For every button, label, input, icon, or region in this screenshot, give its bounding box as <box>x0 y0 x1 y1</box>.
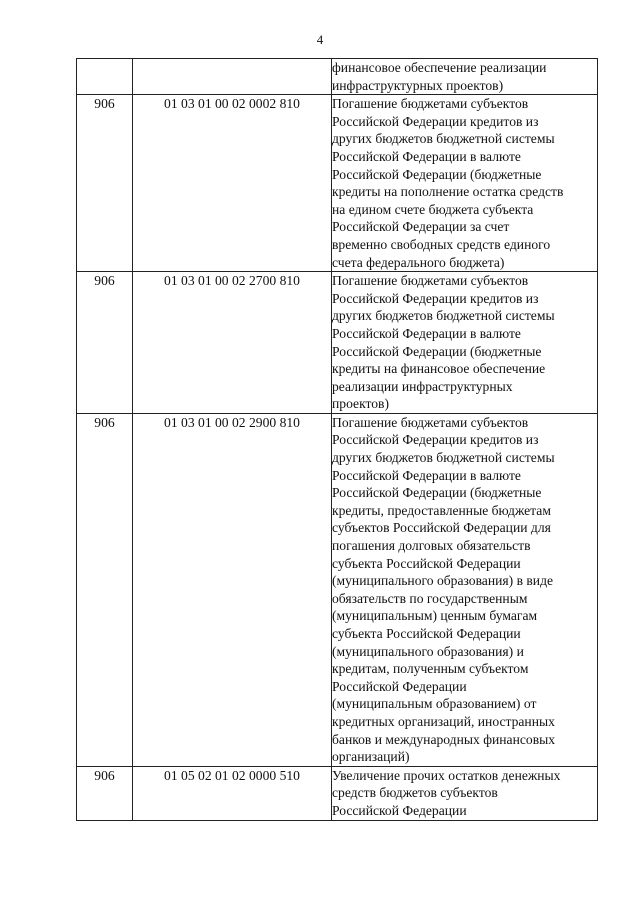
description-line: (муниципальным образованием) от <box>332 696 537 712</box>
description-cell <box>332 95 598 272</box>
description-line: Погашение бюджетами субъектов <box>332 273 529 289</box>
description-line: Российской Федерации <box>332 678 467 694</box>
description-line: других бюджетов бюджетной системы <box>332 450 555 466</box>
description-line: Российской Федерации в валюте <box>332 148 521 164</box>
page-number: 4 <box>316 32 324 47</box>
description-line: Российской Федерации кредитов из <box>332 113 539 129</box>
table-body <box>77 59 598 821</box>
description-line: Погашение бюджетами субъектов <box>332 414 529 430</box>
description-line: других бюджетов бюджетной системы <box>332 308 555 324</box>
description-line: субъекта Российской Федерации <box>332 626 521 641</box>
admin-code-cell: 906 <box>77 766 133 820</box>
description-cell <box>332 272 598 414</box>
description-line: средств бюджетов субъектов <box>332 785 498 801</box>
budget-classification-code-cell: 01 03 01 00 02 2700 810 <box>133 272 332 414</box>
description-line: кредиты, предоставленные бюджетам <box>332 502 551 518</box>
table-row <box>77 95 598 272</box>
description-line: Российской Федерации кредитов из <box>332 432 539 448</box>
description-line: кредиты на финансовое обеспечение <box>332 361 546 377</box>
description-line: Российской Федерации (бюджетные <box>332 343 542 359</box>
description-line: финансовое обеспечение реализации <box>332 60 547 75</box>
description-line: погашения долговых обязательств <box>332 538 531 554</box>
description-line: Увеличение прочих остатков денежных <box>332 767 561 783</box>
description-line: Российской Федерации кредитов из <box>332 290 539 306</box>
admin-code-cell <box>77 59 133 95</box>
budget-classification-code-cell <box>133 59 332 95</box>
description-line: (муниципального образования) и <box>332 643 524 659</box>
description-cell <box>332 59 598 95</box>
description-line: кредитных организаций, иностранных <box>332 713 555 729</box>
description-line: временно свободных средств единого <box>332 236 551 252</box>
description-line: инфраструктурных проектов) <box>332 77 504 93</box>
description-line: Российской Федерации (бюджетные <box>332 485 542 501</box>
admin-code-cell: 906 <box>77 95 133 272</box>
description-line: Российской Федерации в валюте <box>332 467 521 483</box>
budget-classification-code-cell: 01 03 01 00 02 2900 810 <box>133 413 332 766</box>
description-line: кредиты на пополнение остатка средств <box>332 184 564 200</box>
budget-classification-code-cell: 01 05 02 01 02 0000 510 <box>133 766 332 820</box>
description-cell <box>332 766 598 820</box>
description-line: Российской Федерации <box>332 802 467 818</box>
description-line: реализации инфраструктурных <box>332 378 513 394</box>
admin-code-cell: 906 <box>77 272 133 414</box>
table-row <box>77 59 598 95</box>
description-line: Российской Федерации за счет <box>332 219 510 235</box>
description-line: субъекта Российской Федерации <box>332 555 521 571</box>
budget-codes-table <box>76 58 598 821</box>
description-line: проектов) <box>332 396 389 412</box>
description-line: обязательств по государственным <box>332 590 528 606</box>
description-line: банков и международных финансовых <box>332 731 556 747</box>
table-row <box>77 413 598 766</box>
description-line: (муниципального образования) в виде <box>332 573 554 589</box>
budget-classification-code-cell: 01 03 01 00 02 0002 810 <box>133 95 332 272</box>
admin-code-cell: 906 <box>77 413 133 766</box>
description-line: счета федерального бюджета) <box>332 254 505 270</box>
description-line: Российской Федерации (бюджетные <box>332 166 542 182</box>
description-line: кредитам, полученным субъектом <box>332 661 529 677</box>
description-line: других бюджетов бюджетной системы <box>332 131 555 147</box>
description-cell <box>332 413 598 766</box>
table-row <box>77 272 598 414</box>
description-line: субъектов Российской Федерации для <box>332 520 551 536</box>
description-line: на едином счете бюджета субъекта <box>332 201 534 217</box>
table-row <box>77 766 598 820</box>
description-line: организаций) <box>332 749 410 765</box>
description-line: Российской Федерации в валюте <box>332 325 521 341</box>
description-line: Погашение бюджетами субъектов <box>332 96 529 112</box>
description-line: (муниципальным) ценным бумагам <box>332 608 538 624</box>
